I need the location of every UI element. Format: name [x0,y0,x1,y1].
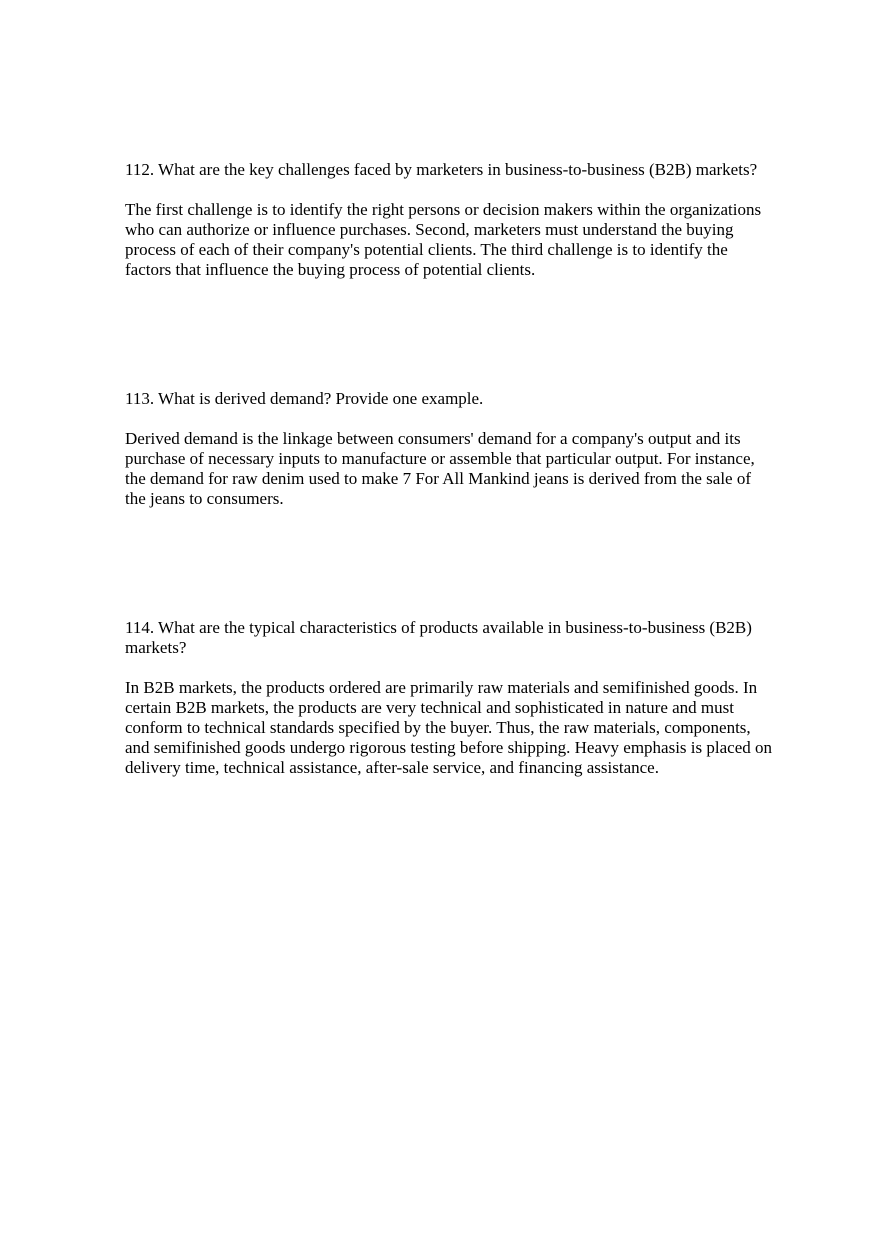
answer-text: Derived demand is the linkage between consumers' demand for a company's output and its purchase of necessary inputs to manufacture or assemble that particular output. For instance, the demand for raw denim used to make 7 For All Mankind jeans is derived from the sale of the jeans to consumers. [125,429,755,508]
question-text: 112. What are the key challenges faced by marketers in business-to-business (B2B) markets? [125,160,758,179]
question-text: 113. What is derived demand? Provide one example. [125,389,484,408]
qa-item-114 [125,618,775,778]
qa-item-112 [125,160,775,280]
question-text: 114. What are the typical characteristics of products available in business-to-business (B2B) markets? [125,618,752,657]
answer-text: The first challenge is to identify the right persons or decision makers within the organizations who can authorize or influence purchases. Second, marketers must understand the buying process of each of their company's potential clients. The third challenge is to identify the factors that influence the buying process of potential clients. [125,200,762,279]
qa-item-113 [125,389,775,509]
answer-text: In B2B markets, the products ordered are primarily raw materials and semifinished goods. In certain B2B markets, the products are very technical and sophisticated in nature and must conform to technical standards specified by the buyer. Thus, the raw materials, components, and semifinished goods undergo rigorous testing before shipping. Heavy emphasis is placed on delivery time, technical assistance, after-sale service, and financing assistance. [125,678,772,777]
